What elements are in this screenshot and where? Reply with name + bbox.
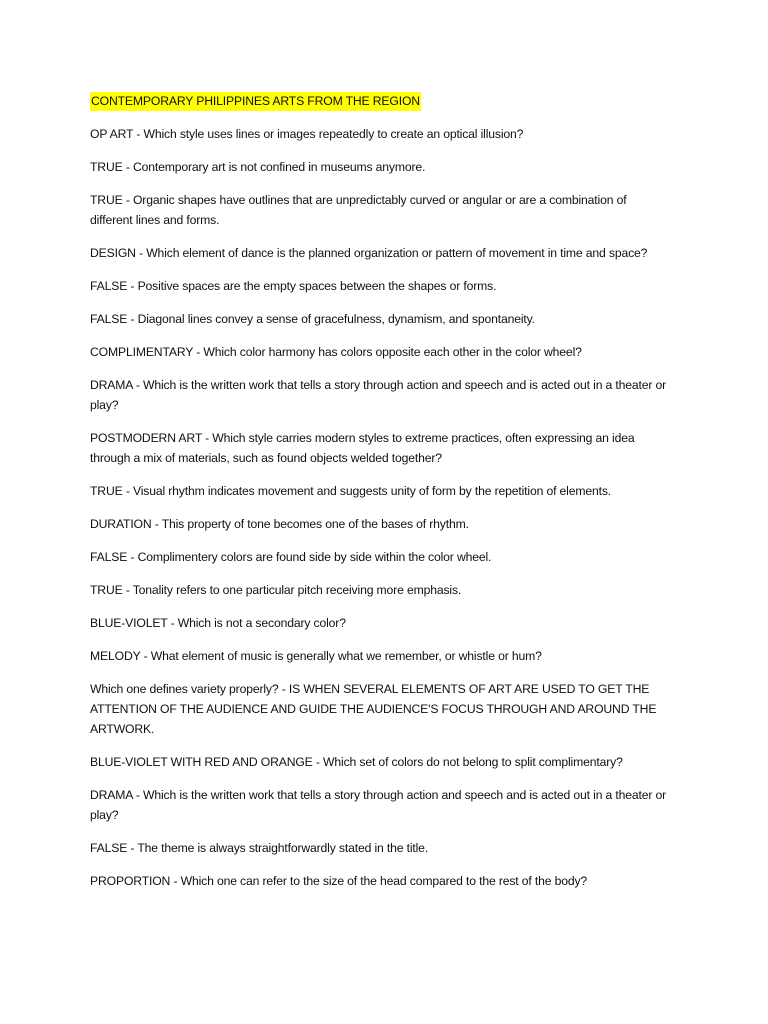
qa-entry: TRUE - Visual rhythm indicates movement and suggests unity of form by the repetition of elements. xyxy=(90,484,612,498)
qa-entry: MELODY - What element of music is generally what we remember, or whistle or hum? xyxy=(90,649,542,663)
qa-entry: FALSE - The theme is always straightforwardly stated in the title. xyxy=(90,841,429,855)
qa-entry: FALSE - Diagonal lines convey a sense of gracefulness, dynamism, and spontaneity. xyxy=(90,312,535,326)
qa-entry: OP ART - Which style uses lines or images repeatedly to create an optical illusion? xyxy=(90,127,524,141)
qa-entry: Which one defines variety properly? - IS WHEN SEVERAL ELEMENTS OF ART ARE USED TO GET THE ATTENTION OF THE AUDIENCE AND GUIDE THE AUDIENCE'S FOCUS THROUGH AND AROUND THE ARTWORK. xyxy=(90,682,657,736)
qa-entry: DRAMA - Which is the written work that tells a story through action and speech and is acted out in a theater or play? xyxy=(90,378,667,412)
qa-entry: COMPLIMENTARY - Which color harmony has colors opposite each other in the color wheel? xyxy=(90,345,582,359)
qa-entry: BLUE-VIOLET WITH RED AND ORANGE - Which set of colors do not belong to split complimentary? xyxy=(90,755,623,769)
document-title: CONTEMPORARY PHILIPPINES ARTS FROM THE REGION xyxy=(90,92,421,111)
qa-entry: FALSE - Positive spaces are the empty spaces between the shapes or forms. xyxy=(90,279,497,293)
qa-entry: FALSE - Complimentery colors are found side by side within the color wheel. xyxy=(90,550,492,564)
qa-entry: TRUE - Tonality refers to one particular pitch receiving more emphasis. xyxy=(90,583,462,597)
qa-entry: PROPORTION - Which one can refer to the size of the head compared to the rest of the body? xyxy=(90,874,588,888)
qa-entry: DRAMA - Which is the written work that tells a story through action and speech and is acted out in a theater or play? xyxy=(90,788,667,822)
qa-entry: TRUE - Contemporary art is not confined in museums anymore. xyxy=(90,160,426,174)
qa-entry: DESIGN - Which element of dance is the planned organization or pattern of movement in time and space? xyxy=(90,246,648,260)
qa-entry: TRUE - Organic shapes have outlines that are unpredictably curved or angular or are a combination of different lines and forms. xyxy=(90,193,627,227)
qa-entry: POSTMODERN ART - Which style carries modern styles to extreme practices, often expressing an idea through a mix of materials, such as found objects welded together? xyxy=(90,431,635,465)
qa-entry: BLUE-VIOLET - Which is not a secondary color? xyxy=(90,616,346,630)
document-body xyxy=(90,92,672,904)
qa-entry: DURATION - This property of tone becomes one of the bases of rhythm. xyxy=(90,517,469,531)
